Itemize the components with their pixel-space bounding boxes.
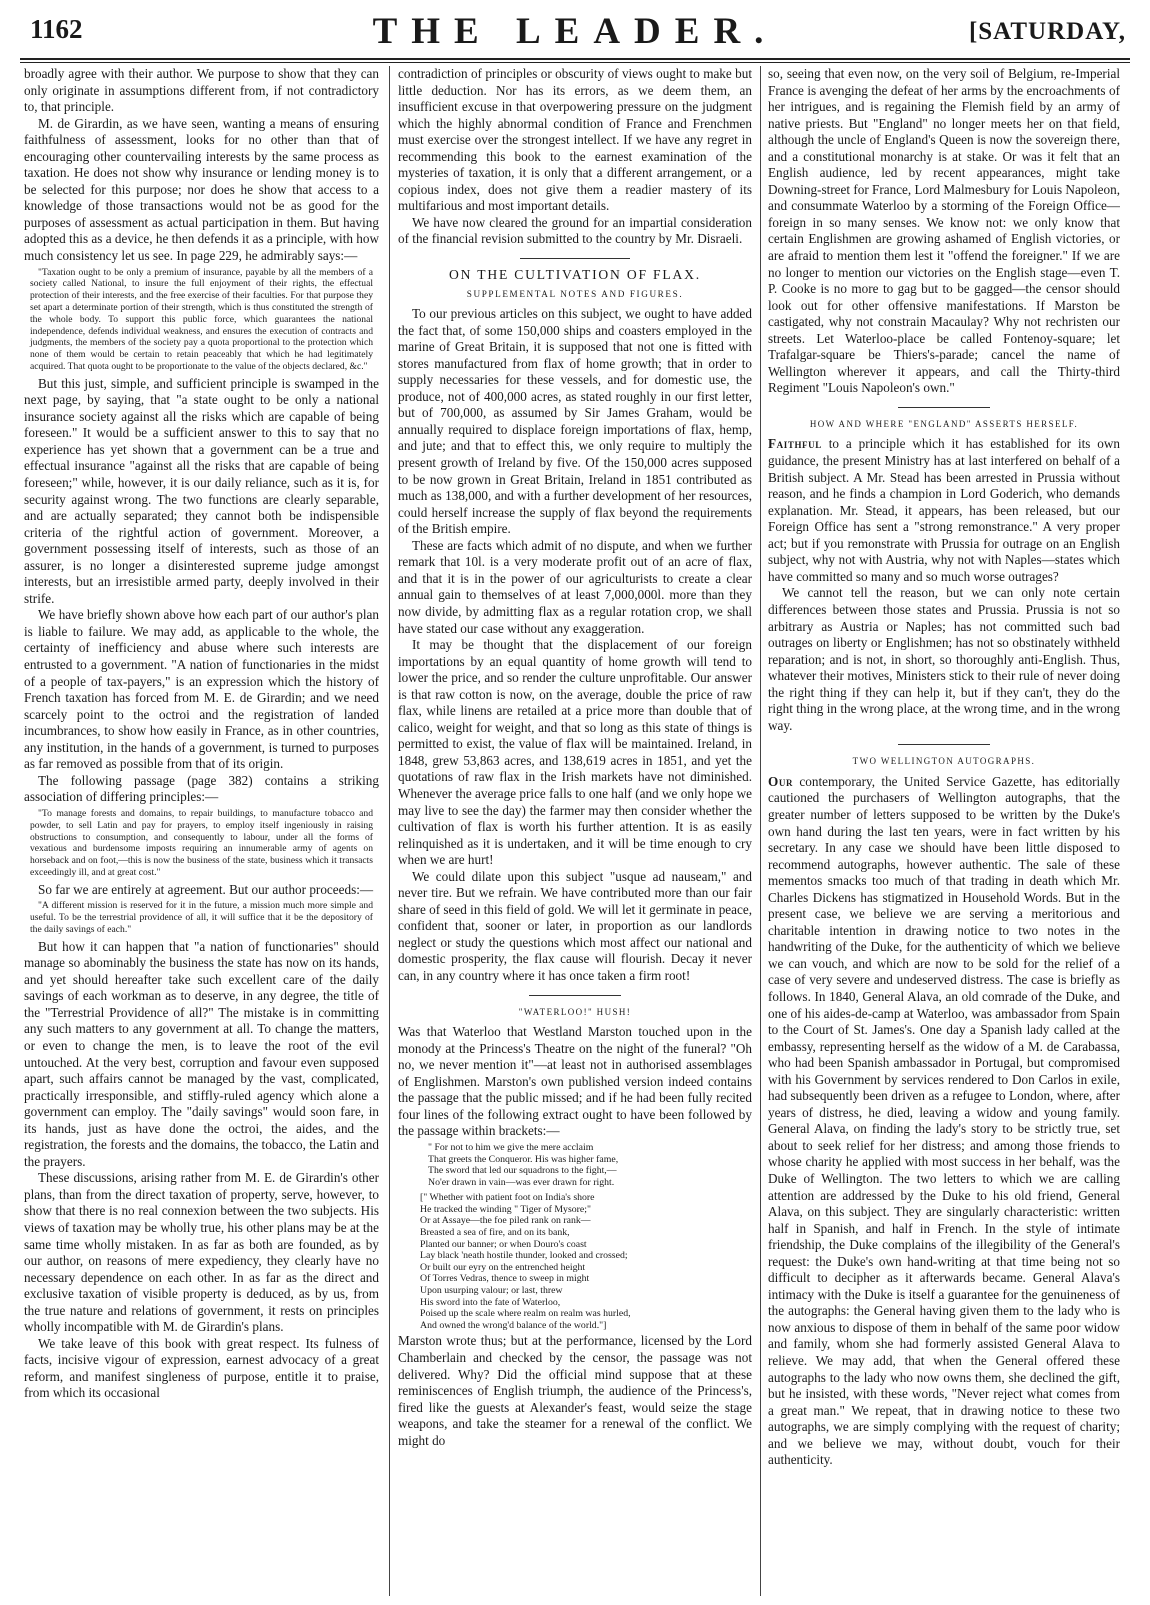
section-separator — [520, 258, 630, 259]
page-header — [20, 8, 1130, 56]
paragraph: We cannot tell the reason, but we can only note certain differences between those states and Prussia. Prussia is not so arbitrary as Austria or Naples; has not committed such bad outrages on liberty or Englishmen; has not so obstinately withheld reparation; and is not, in short, so thoroughly anti-English. Thus, whatever their motives, Ministers stick to their rule of never doing the right thing if they can help it, but if they can't, they do the right thing in the wrong place, at the wrong time, and in the wrong way. — [768, 585, 1120, 733]
paragraph-text: contemporary, the United Service Gazette, has editorially cautioned the purchasers of Wellington autographs, that the greater number of letters supposed to be written by the Duke's own hand during the last ten years, were in fact written by his secretary. In any case we should have been little disposed to recommend autographs, however authentic. The sale of these mementos smacks too much of that trading in death which Mr. Charles Dickens has stigmatized in Household Words. But in the present case, we believe we are serving a meritorious and charitable intention in drawing notice to two notes in the handwriting of the Duke, for the authenticity of which we believe we can vouch, and which are now to be sold for the relief of a case of very severe and undeserved distress. The case is briefly as follows. In 1840, General Alava, an old comrade of the Duke, and one of his aides-de-camp at Waterloo, was ambassador from Spain to the Court of St. James's. One day a Spanish lady called at the embassy, representing herself as the widow of a M. de Carabassa, who had been Spanish ambassador in Portugal, but compromised with his Government by services rendered to Don Carlos in exile, had subsequently been driven as a refugee to London, where, after years of distress, he died, leaving a widow and young family. General Alava, on finding the lady's story to be strictly true, set about to seek relief for her distress; and among those friends to whose charity he applied with most success in her behalf, was the Duke of Wellington. The two letters to which we are calling attention are addressed by the Duke to his old friend, General Alava, on this subject. They are singularly characteristic: written half in Spanish, and half in French. In the style of intimate friendship, the Duke complains of the illegibility of the General's request: the Duke's own hand-writing at that time being not so difficult to decipher as it afterwards became. General Alava's intimacy with the Duke is itself a guarantee for the genuineness of the autographs: the General having given them to the lady who is now anxious to dispose of them in behalf of the same poor widow and family, whom she had formerly assisted General Alava to relieve. We may add, that when the General offered these autographs to the lady who now owns them, she declined the gift, but he insisted, with these words, "Never reject what comes from a great man." We repeat, that in drawing notice to these two autographs, we are simply complying with the request of charity; and we believe we may, without doubt, vouch for their authenticity. — [768, 773, 1120, 1468]
paragraph: To our previous articles on this subject, we ought to have added the fact that, of some 150,000 ships and coasters employed in the marine of Great Britain, it is supposed that not one is fitted with stores manufactured from flax of home growth; that in order to supply necessaries for these vessels, and for domestic use, the produce, not of 400,000 acres, as stated roughly in our first letter, but of 700,000, as assumed by Sir James Graham, would be annually required to displace foreign importations of flax, hemp, and jute; and that to effect this, we only require to multiply the present growth of Ireland by five. Of the 150,000 acres supposed to be now grown in Great Britain, Ireland in 1851 contributed as much as 138,000, and with a further development of her resources, could herself increase the supply of flax beyond the requirements of the British empire. — [398, 306, 752, 537]
section-separator — [529, 995, 621, 996]
paragraph-text: to a principle which it has established for its own guidance, the present Ministry has at last interfered on behalf of a British subject. A Mr. Stead has been arrested in Prussia without reason, and he finds a champion in Lord Goderich, who demands explanation. Mr. Stead, it appears, has been released, but our Foreign Office has sent a "strong remonstrance." A very proper act; but if you remonstrate with Prussia for outrage on an English subject, why not with Austria, why not with Naples—states which have committed so many and so much worse outrages? — [768, 436, 1120, 584]
article-subheading-flax: SUPPLEMENTAL NOTES AND FIGURES. — [466, 288, 684, 299]
block-quote: "Taxation ought to be only a premium of insurance, payable by all the members of a society called National, to insure the full enjoyment of their rights, the effectual protection of their interests, and the free exercise of their faculties. For that purpose they set apart a determinate portion of their strength, which is thus constituted the strength of the whole body. To support this public force, which guarantees the national independence, defends individual weakness, and ensures the execution of contracts and judgments, the members of the society pay a quota proportional to the protection which none of them would be certain to retain peaceably that which he had legitimately acquired. That quota ought to be proportionate to the value of the objects declared, &c." — [30, 266, 373, 372]
paragraph: We have now cleared the ground for an impartial consideration of the financial revision submitted to the country by Mr. Disraeli. — [398, 214, 752, 247]
masthead-title: THE LEADER. — [372, 11, 778, 52]
column-1 — [24, 66, 379, 1596]
block-quote: "A different mission is reserved for it in the future, a mission much more simple and useful. To be the terrestrial providence of all, it will suffice that it be the depository of the daily savings of each." — [30, 900, 373, 935]
article-heading-england: HOW AND WHERE "ENGLAND" ASSERTS HERSELF. — [809, 418, 1079, 429]
paragraph: The following passage (page 382) contains a striking association of differing principles:— — [24, 772, 379, 805]
paragraph: so, seeing that even now, on the very soil of Belgium, re-Imperial France is avenging the defeat of her arms by the encroachments of her intrigues, and is regaining the Flemish field by an army of native priests. But "England" no longer meets her on that field, although the uncle of England's Queen is now the sovereign there, and a constitutional monarchy is at stake. Or was it felt that an English audience, led by recent appearances, might take Downing-street for France, Lord Malmesbury for Louis Napoleon, and consummate Waterloo by a storming of the Foreign Office—foreign in so many senses. We know not: we only know that certain Englishmen are growing ashamed of English victories, or are afraid to mention them lest it "offend the foreigner." If we are no longer to mention our victories on the English stage—even T. P. Cooke is no more to gag but to be gagged—the censor should look out for other offensive manifestations. If Marston be castigated, why not constrain Macaulay? Why not rechristen our streets. Let Waterloo-place be called Fontenoy-square; let Trafalgar-square be Thiers's-parade; cancel the name of Wellington wherever it appears, and call the Thirty-third Regiment "Louis Napoleon's own." — [768, 66, 1120, 396]
article-heading-waterloo: "WATERLOO!" HUSH! — [518, 1006, 632, 1017]
section-separator — [898, 407, 990, 408]
paragraph: We could dilate upon this subject "usque ad nauseam," and never tire. But we refrain. We have contributed more than our fair share of seed in this field of gold. We will let it germinate in peace, confident that, sooner or later, in proportion as our landlords neglect or study the questions which most affect our national and domestic prosperity, the flax cause will flourish. Decay it never can, in any country where it has once taken a firm root! — [398, 868, 752, 983]
paragraph: M. de Girardin, as we have seen, wanting a means of ensuring faithfulness of assessment, looks for no other than that of encouraging other countervailing interests by the same process as taxation. He does not show why insurance or lending money is to be selected for this purpose; nor does he show that access to a knowledge of those transactions would not be as good for the purposes of assessment as actual participation in them. But having adopted this as a device, he then defends it as a principle, with how much consistency let us see. In page 229, he admirably says:— — [24, 115, 379, 264]
paragraph: contradiction of principles or obscurity of views ought to make but little deduction. Nor has its errors, as we deem them, an insufficient excuse in that overpowering pressure on the judgment which the highly abnormal condition of France and Frenchmen must exercise over the strongest intellect. If we have any regret in recommending this book to the earnest examination of the mysteries of taxation, it is only that a different arrangement, or a copious index, does not give them a readier mastery of its multifarious and most important details. — [398, 66, 752, 214]
paragraph: broadly agree with their author. We purpose to show that they can only originate in assumptions different from, if not contradictory to, that principle. — [24, 66, 379, 115]
paragraph: Was that Waterloo that Westland Marston touched upon in the monody at the Princess's Theatre on the night of the funeral? "Oh no, we never mention it"—at least not in authorised assemblages of Englishmen. Marston's own published version indeed contains the passage that the public missed; and if he had been fully recited four lines of the following extract ought to have been followed by the passage within brackets:— — [398, 1024, 752, 1139]
article-heading-flax: ON THE CULTIVATION OF FLAX. — [449, 267, 701, 283]
paragraph: But this just, simple, and sufficient principle is swamped in the next page, by saying, that "a state ought to be only a national insurance society against all the risks which are capable of being foreseen." It would be a sufficient answer to this to say that no experience has yet shown that a government can be a true and effectual insurance "against all the risks that are capable of being foreseen;" while, however, it is our daily reliance, such as it is, for security against wrong. The two functions are clearly separable, and are actually separated; they cannot both be indispensible criteria of the rightful action of government. Moreover, a government possessing itself of interests, such as those of an assurer, is no longer a disinterested supreme judge amongst interests, but an irresistible armed party, deeply involved in their strife. — [24, 375, 379, 606]
column-2 — [398, 66, 752, 1596]
paragraph: It may be thought that the displacement of our foreign importations by an equal quantity of home growth will tend to lower the price, and so render the culture unprofitable. Our answer is that raw cotton is now, on the average, double the price of raw flax, while linens are retailed at a price more than double that of calico, weight for weight, and that so long as this state of things is permitted to exist, the value of flax will be maintained. Ireland, in 1848, grew 53,863 acres, and 138,619 acres in 1851, and yet the quotations of raw flax in the Irish markets have not diminished. Whenever the average price falls to one half (and we only hope we may live to see the day) the farmer may then consider whether the cultivation of flax is worth his further attention. It is as easily relinquished as it is undertaken, and it will be time enough to cry when we are hurt! — [398, 637, 752, 868]
poem-extract: " For not to him we give the mere acclaim That greets the Conqueror. His was higher fame, The sword that led our squadrons to the fight,— No'er drawn in vain—was ever drawn for right. — [428, 1141, 619, 1188]
section-separator — [898, 744, 990, 745]
paragraph: Marston wrote thus; but at the performance, licensed by the Lord Chamberlain and checked by the censor, the passage was not delivered. Why? Did the official mind suppose that at these reminiscences of English triumph, the audience of the Princess's, fired like the guests at Alexander's feast, would seize the stage weapons, and take the steamer for a renewal of the conflict. We might do — [398, 1333, 752, 1448]
column-divider-2 — [760, 66, 761, 1596]
article-heading-autographs: TWO WELLINGTON AUTOGRAPHS. — [852, 756, 1036, 767]
column-3 — [768, 66, 1120, 1596]
paragraph — [768, 774, 1120, 1469]
paragraph: We have briefly shown above how each part of our author's plan is liable to failure. We may add, as applicable to the whole, the certainty of inefficiency and abuse where such interests are entrusted to a government. "A nation of functionaries in the midst of a people of tax-payers," is an expression which the history of French taxation has forced from M. E. de Girardin; and we need scarcely point to the octroi and the registration of landed incumbrances, to show how easily in France, as in other countries, any institution, in the hands of a government, is turned to purposes as far removed as possible from that of its origin. — [24, 607, 379, 772]
poem-extract-bracketed: [" Whether with patient foot on India's shore He tracked the winding " Tiger of Mysore;" Or at Assaye—the foe piled rank on rank— Breasted a sea of fire, and on its bank, Planted our banner; or when Douro's coast Lay black 'neath hostile thunder, looked and crossed; Or built our eyry on the entrenched height Of Torres Vedras, thence to sweep in might Upon usurping valour; or last, threw His sword into the fate of Waterloo, Poised up the scale where realm on realm was hurled, And owned the wrong'd balance of the world."] — [420, 1192, 631, 1331]
page-number: 1162 — [30, 14, 83, 44]
lead-word: Faithful — [768, 436, 822, 452]
block-quote: "To manage forests and domains, to repair buildings, to manufacture tobacco and powder, to sell Latin and pay for prayers, to employ itself ingeniously in raising obstructions to consumption, and consequently to labour, under all the forms of vexatious and burdensome imposts requiring an innumerable army of agents on horseback and on foot,—this is now the business of the state, business which it transacts exceedingly ill, and at great cost." — [30, 807, 373, 878]
paragraph: These are facts which admit of no dispute, and when we further remark that 10l. is a very moderate profit out of an acre of flax, and that it is in the power of our agriculturists to create a clear annual gain to themselves of at least 7,000,000l. more than they now divide, by admitting flax as a regular rotation crop, we shall have stated our case without any exaggeration. — [398, 537, 752, 636]
paragraph: So far we are entirely at agreement. But our author proceeds:— — [38, 881, 374, 897]
lead-word: Our — [768, 773, 794, 789]
paragraph: We take leave of this book with great respect. Its fulness of facts, incisive vigour of expression, earnest advocacy of a great reform, and manifest singleness of purpose, entitle it to praise, from which its occasional — [24, 1335, 379, 1401]
paragraph — [768, 436, 1120, 585]
column-divider-1 — [389, 66, 390, 1596]
issue-day: [SATURDAY, — [968, 18, 1126, 45]
paragraph: These discussions, arising rather from M. E. de Girardin's other plans, than from the direct taxation of property, serve, however, to show that there is no real connexion between the two subjects. His views of taxation may be wholly true, his other plans may be at the same time wholly mistaken. In as far as both are founded, as by our author, on reasons of mere expediency, they clearly have no necessary dependence on each other. In as far as the direct and exclusive taxation of visible property is deduced, as by us, from the true nature and relations of government, it rests on principles wholly incompatible with M. de Girardin's plans. — [24, 1170, 379, 1335]
header-rule — [20, 58, 1130, 63]
paragraph: But how it can happen that "a nation of functionaries" should manage so abominably the business the state has now on its hands, and yet should hereafter take such excellent care of the daily savings of each workman as to deserve, in any degree, the title of the "Terrestrial Providence of all?" The mistake is in committing any such matters to any government at all. To change the matters, or even to change the men, is to leave the root of the evil untouched. At the very best, corruption and favour even supposed apart, such affairs cannot be managed by the vast, complicated, practically irresponsible, and stiffly-ruled agency which alone a government can employ. The "daily savings" would soon fare, in its hands, just as have done the octroi, the aides, and the registration, the forests and the domains, the tobacco, the Latin and the prayers. — [24, 938, 379, 1169]
